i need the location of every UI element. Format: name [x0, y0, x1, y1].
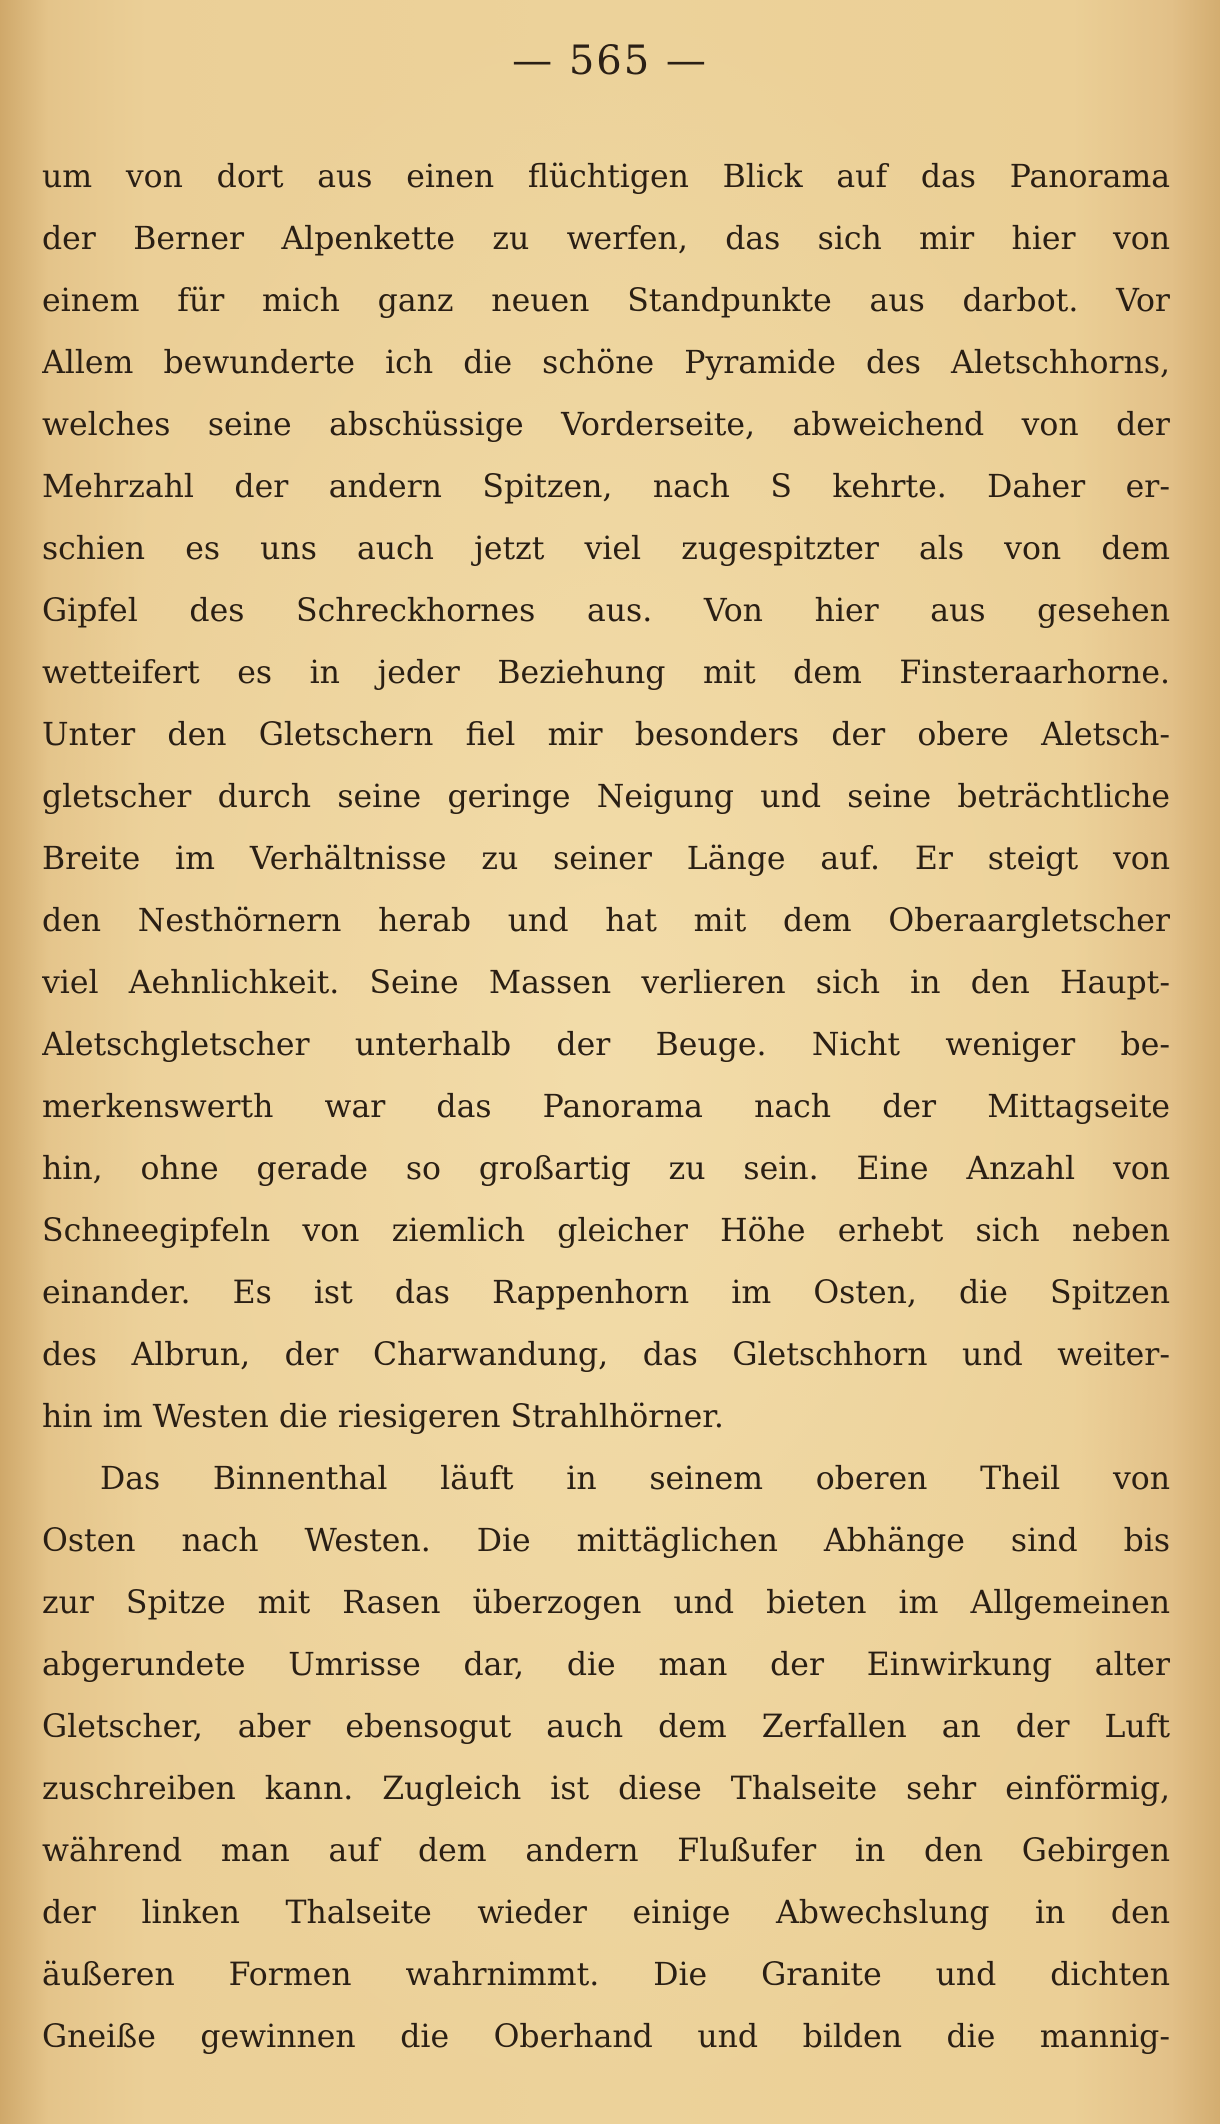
text-line: viel Aehnlichkeit. Seine Massen verlieren sich in den Haupt- — [42, 965, 1170, 1001]
text-line: Breite im Verhältnisse zu seiner Länge auf. Er steigt von — [42, 841, 1170, 877]
text-line: Osten nach Westen. Die mittäglichen Abhänge sind bis — [42, 1523, 1170, 1559]
text-line: Aletschgletscher unterhalb der Beuge. Nicht weniger be- — [42, 1027, 1170, 1063]
text-line: Gneiße gewinnen die Oberhand und bilden die mannig- — [42, 2019, 1170, 2055]
body-text — [42, 146, 1170, 2068]
text-line: Schneegipfeln von ziemlich gleicher Höhe erhebt sich neben — [42, 1213, 1170, 1249]
text-line: äußeren Formen wahrnimmt. Die Granite und dichten — [42, 1957, 1170, 1993]
text-line: der Berner Alpenkette zu werfen, das sich mir hier von — [42, 221, 1170, 257]
text-line: um von dort aus einen flüchtigen Blick auf das Panorama — [42, 159, 1170, 195]
text-line: gletscher durch seine geringe Neigung und seine beträchtliche — [42, 779, 1170, 815]
text-line: Allem bewunderte ich die schöne Pyramide des Aletschhorns, — [42, 345, 1170, 381]
text-line: welches seine abschüssige Vorderseite, abweichend von der — [42, 407, 1170, 443]
text-line: wetteifert es in jeder Beziehung mit dem Finsteraarhorne. — [42, 655, 1170, 691]
text-line: Unter den Gletschern fiel mir besonders der obere Aletsch- — [42, 717, 1170, 753]
text-line: merkenswerth war das Panorama nach der Mittagseite — [42, 1089, 1170, 1125]
paragraph-1 — [42, 146, 1170, 1448]
text-line: hin, ohne gerade so großartig zu sein. Eine Anzahl von — [42, 1151, 1170, 1187]
text-line: während man auf dem andern Flußufer in den Gebirgen — [42, 1833, 1170, 1869]
text-line: Mehrzahl der andern Spitzen, nach S kehrte. Daher er- — [42, 469, 1170, 505]
text-line: Gipfel des Schreckhornes aus. Von hier aus gesehen — [42, 593, 1170, 629]
paragraph-2 — [42, 1448, 1170, 2068]
text-line: schien es uns auch jetzt viel zugespitzter als von dem — [42, 531, 1170, 567]
text-line: Das Binnenthal läuft in seinem oberen Theil von — [100, 1461, 1170, 1497]
text-line: der linken Thalseite wieder einige Abwechslung in den — [42, 1895, 1170, 1931]
page-number: — 565 — — [512, 38, 708, 84]
text-line: Gletscher, aber ebensogut auch dem Zerfallen an der Luft — [42, 1709, 1170, 1745]
text-line: zuschreiben kann. Zugleich ist diese Thalseite sehr einförmig, — [42, 1771, 1170, 1807]
text-line: einem für mich ganz neuen Standpunkte aus darbot. Vor — [42, 283, 1170, 319]
text-line: einander. Es ist das Rappenhorn im Osten, die Spitzen — [42, 1275, 1170, 1311]
text-line: abgerundete Umrisse dar, die man der Einwirkung alter — [42, 1647, 1170, 1683]
text-line: den Nesthörnern herab und hat mit dem Oberaargletscher — [42, 903, 1170, 939]
text-line: zur Spitze mit Rasen überzogen und bieten im Allgemeinen — [42, 1585, 1170, 1621]
text-line: des Albrun, der Charwandung, das Gletschhorn und weiter- — [42, 1337, 1170, 1373]
text-line: hin im Westen die riesigeren Strahlhörner. — [42, 1399, 724, 1435]
